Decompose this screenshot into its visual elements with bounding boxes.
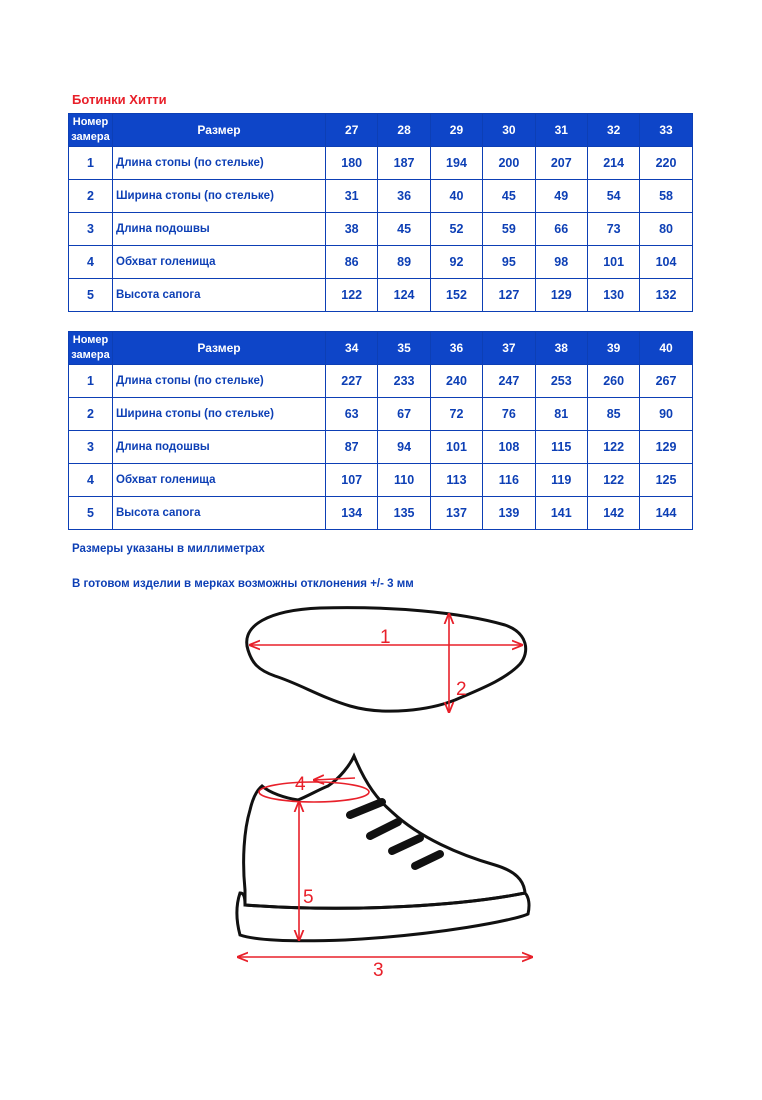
measure-2-label: 2	[456, 679, 467, 700]
value-cell: 180	[326, 147, 378, 180]
measure-label-cell: Ширина стопы (по стельке)	[113, 398, 326, 431]
value-cell: 49	[535, 180, 587, 213]
value-cell: 122	[587, 431, 639, 464]
header-size-cell: 28	[378, 114, 430, 147]
value-cell: 141	[535, 497, 587, 530]
header-measure-number: Номер замера	[69, 332, 113, 365]
measure-label-cell: Длина подошвы	[113, 213, 326, 246]
header-size-label: Размер	[113, 332, 326, 365]
value-cell: 253	[535, 365, 587, 398]
value-cell: 113	[430, 464, 482, 497]
value-cell: 95	[483, 246, 535, 279]
value-cell: 107	[326, 464, 378, 497]
value-cell: 200	[483, 147, 535, 180]
units-note: Размеры указаны в миллиметрах	[72, 543, 265, 555]
value-cell: 73	[587, 213, 639, 246]
value-cell: 139	[483, 497, 535, 530]
measure-number-cell: 2	[69, 398, 113, 431]
measure-label-cell: Обхват голенища	[113, 464, 326, 497]
header-size-cell: 31	[535, 114, 587, 147]
header-size-cell: 30	[483, 114, 535, 147]
value-cell: 80	[640, 213, 692, 246]
value-cell: 122	[587, 464, 639, 497]
value-cell: 85	[587, 398, 639, 431]
insole-outline	[247, 608, 526, 712]
header-size-cell: 32	[587, 114, 639, 147]
value-cell: 187	[378, 147, 430, 180]
header-size-cell: 36	[430, 332, 482, 365]
value-cell: 87	[326, 431, 378, 464]
header-size-cell: 39	[587, 332, 639, 365]
value-cell: 137	[430, 497, 482, 530]
measure-number-cell: 1	[69, 365, 113, 398]
header-size-cell: 35	[378, 332, 430, 365]
measure-number-cell: 4	[69, 246, 113, 279]
value-cell: 267	[640, 365, 692, 398]
measure-number-cell: 1	[69, 147, 113, 180]
value-cell: 125	[640, 464, 692, 497]
value-cell: 240	[430, 365, 482, 398]
measure-3-label: 3	[373, 960, 384, 981]
measure-label-cell: Ширина стопы (по стельке)	[113, 180, 326, 213]
value-cell: 129	[640, 431, 692, 464]
lace-4	[415, 854, 440, 866]
header-size-cell: 29	[430, 114, 482, 147]
value-cell: 108	[483, 431, 535, 464]
value-cell: 127	[483, 279, 535, 312]
measure-label-cell: Высота сапога	[113, 279, 326, 312]
value-cell: 220	[640, 147, 692, 180]
value-cell: 101	[587, 246, 639, 279]
value-cell: 59	[483, 213, 535, 246]
measure-4-arrow	[314, 778, 355, 780]
header-measure-number: Номер замера	[69, 114, 113, 147]
value-cell: 124	[378, 279, 430, 312]
lace-3	[392, 838, 420, 851]
tolerance-note: В готовом изделии в мерках возможны отклонения +/- 3 мм	[72, 578, 414, 590]
measure-number-cell: 3	[69, 431, 113, 464]
value-cell: 45	[483, 180, 535, 213]
value-cell: 67	[378, 398, 430, 431]
value-cell: 92	[430, 246, 482, 279]
value-cell: 86	[326, 246, 378, 279]
value-cell: 134	[326, 497, 378, 530]
value-cell: 38	[326, 213, 378, 246]
value-cell: 101	[430, 431, 482, 464]
value-cell: 130	[587, 279, 639, 312]
measure-number-cell: 3	[69, 213, 113, 246]
value-cell: 31	[326, 180, 378, 213]
value-cell: 76	[483, 398, 535, 431]
value-cell: 94	[378, 431, 430, 464]
shoe-sole	[237, 893, 529, 941]
value-cell: 144	[640, 497, 692, 530]
lace-1	[350, 802, 382, 815]
value-cell: 104	[640, 246, 692, 279]
measure-number-cell: 4	[69, 464, 113, 497]
value-cell: 214	[587, 147, 639, 180]
header-size-cell: 40	[640, 332, 692, 365]
value-cell: 129	[535, 279, 587, 312]
measure-number-cell: 5	[69, 497, 113, 530]
value-cell: 142	[587, 497, 639, 530]
measure-number-cell: 5	[69, 279, 113, 312]
header-size-cell: 38	[535, 332, 587, 365]
value-cell: 116	[483, 464, 535, 497]
value-cell: 66	[535, 213, 587, 246]
value-cell: 54	[587, 180, 639, 213]
value-cell: 90	[640, 398, 692, 431]
value-cell: 89	[378, 246, 430, 279]
header-size-cell: 37	[483, 332, 535, 365]
header-size-cell: 34	[326, 332, 378, 365]
value-cell: 119	[535, 464, 587, 497]
measure-label-cell: Обхват голенища	[113, 246, 326, 279]
header-size-cell: 33	[640, 114, 692, 147]
value-cell: 58	[640, 180, 692, 213]
value-cell: 98	[535, 246, 587, 279]
measure-label-cell: Длина подошвы	[113, 431, 326, 464]
measure-label-cell: Высота сапога	[113, 497, 326, 530]
page-title: Ботинки Хитти	[72, 92, 167, 107]
measure-1-label: 1	[380, 627, 391, 648]
lace-2	[370, 822, 398, 836]
header-size-cell: 27	[326, 114, 378, 147]
value-cell: 72	[430, 398, 482, 431]
value-cell: 52	[430, 213, 482, 246]
value-cell: 233	[378, 365, 430, 398]
measure-label-cell: Длина стопы (по стельке)	[113, 147, 326, 180]
value-cell: 63	[326, 398, 378, 431]
measure-4-label: 4	[295, 774, 306, 795]
value-cell: 36	[378, 180, 430, 213]
value-cell: 81	[535, 398, 587, 431]
value-cell: 247	[483, 365, 535, 398]
value-cell: 45	[378, 213, 430, 246]
value-cell: 40	[430, 180, 482, 213]
value-cell: 135	[378, 497, 430, 530]
measure-5-label: 5	[303, 887, 314, 908]
value-cell: 207	[535, 147, 587, 180]
value-cell: 122	[326, 279, 378, 312]
value-cell: 194	[430, 147, 482, 180]
value-cell: 110	[378, 464, 430, 497]
value-cell: 260	[587, 365, 639, 398]
value-cell: 152	[430, 279, 482, 312]
value-cell: 115	[535, 431, 587, 464]
value-cell: 227	[326, 365, 378, 398]
header-size-label: Размер	[113, 114, 326, 147]
measure-label-cell: Длина стопы (по стельке)	[113, 365, 326, 398]
value-cell: 132	[640, 279, 692, 312]
measure-number-cell: 2	[69, 180, 113, 213]
